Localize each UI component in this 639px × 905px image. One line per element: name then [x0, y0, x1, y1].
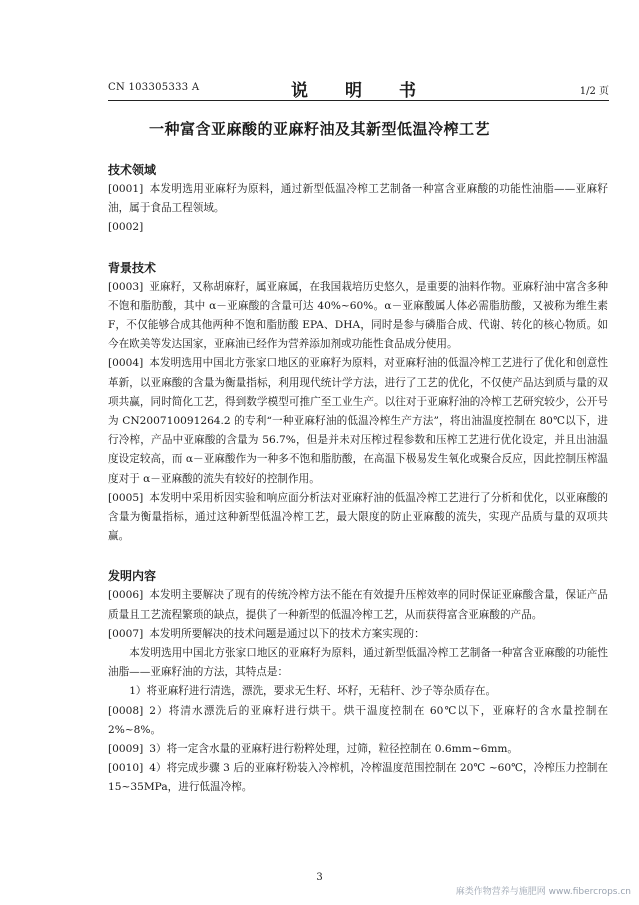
paragraph-number: [0004] [108, 357, 144, 370]
paragraph-number: [0008] [108, 704, 144, 717]
paragraph-0003 [108, 278, 608, 355]
header-divider [108, 100, 609, 101]
paragraph-number: [0002] [108, 221, 144, 234]
step-1: 1）将亚麻籽进行清选，漂洗，要求无生籽、坏籽，无秸秆、沙子等杂质存在。 [129, 685, 497, 698]
section-heading-invention: 发明内容 [108, 569, 157, 584]
paragraph-0005 [108, 489, 608, 547]
document-title: 一种富含亚麻酸的亚麻籽油及其新型低温冷榨工艺 [148, 120, 490, 138]
paragraph-text: 本发明选用亚麻籽为原料，通过新型低温冷榨工艺制备一种富含亚麻酸的功能性油脂——亚麻籽油，属于食品工程领域。 [108, 183, 608, 215]
paragraph-text: 本发明选用中国北方张家口地区的亚麻籽为原料，对亚麻籽油的低温冷榨工艺进行了优化和创意性革新，以亚麻酸的含量为衡量指标，利用现代统计学方法，进行了工艺的优化，不仅使产品达到质与量的双项共赢，同时简化工艺，得到数学模型可推广至工业生产。以往对于亚麻籽油的冷榨工艺研究较少，公开号为 CN200710091264.2 的专利“一种亚麻籽油的低温冷榨生产方法”，将出油温度控制在 80℃以下，进行冷榨，产品中亚麻酸的含量为 56.7%，但是并未对压榨过程参数和压榨工艺进行优化设定，并且出油温度设定较高，而 α－亚麻酸作为一种多不饱和脂肪酸，在高温下极易发生氧化或聚合反应，因此控制压榨温度对于 α－亚麻酸的流失有较好的控制作用。 [108, 357, 608, 485]
paragraph-number: [0007] [108, 627, 144, 640]
paragraph-0002 [108, 218, 608, 237]
paragraph-0006 [108, 586, 608, 624]
page-indicator: 1/2 页 [579, 86, 609, 97]
paragraph-0007 [108, 625, 608, 644]
page-header [108, 76, 609, 101]
paragraph-text: 本发明中采用析因实验和响应面分析法对亚麻籽油的低温冷榨工艺进行了分析和优化，以亚麻酸的含量为衡量指标，通过这种新型低温冷榨工艺，最大限度的防止亚麻酸的流失，实现产品质与量的双项共赢。 [108, 491, 608, 543]
paragraph-0010 [108, 759, 608, 797]
document-body [108, 160, 608, 798]
patent-number: CN 103305333 A [108, 82, 200, 93]
paragraph-text: 2）将清水漂洗后的亚麻籽进行烘干。烘干温度控制在 60℃以下，亚麻籽的含水量控制在 2%~8%。 [108, 704, 608, 736]
paragraph-text: 3）将一定含水量的亚麻籽进行粉粹处理，过筛，粒径控制在 0.6mm~6mm。 [149, 743, 519, 756]
paragraph-number: [0006] [108, 589, 144, 602]
paragraph-number: [0005] [108, 491, 144, 504]
paragraph-number: [0010] [108, 762, 144, 775]
page-number: 3 [316, 872, 323, 883]
paragraph-0004 [108, 354, 608, 488]
paragraph-0008 [108, 702, 608, 740]
paragraph-text: 4）将完成步骤 3 后的亚麻籽粉装入冷榨机，冷榨温度范围控制在 20℃ ~60℃，冷榨压力控制在 15~35MPa，进行低温冷榨。 [108, 762, 608, 794]
paragraph-text: 本发明主要解决了现有的传统冷榨方法不能在有效提升压榨效率的同时保证亚麻酸含量，保证产品质量且工艺流程繁琐的缺点，提供了一种新型的低温冷榨工艺，从而获得富含亚麻酸的产品。 [108, 589, 608, 621]
paragraph-0009 [108, 740, 608, 759]
document-type-heading: 说 明 书 [291, 81, 426, 101]
paragraph-0001 [108, 180, 608, 218]
paragraph-number: [0003] [108, 280, 144, 293]
paragraph-number: [0009] [108, 743, 144, 756]
watermark: 麻类作物营养与施肥网 www.fibercrops.cn [455, 887, 631, 897]
paragraph-0007-continued: 本发明选用中国北方张家口地区的亚麻籽为原料，通过新型低温冷榨工艺制备一种富含亚麻酸的功能性油脂——亚麻籽油的方法，其特点是： [108, 647, 608, 679]
paragraph-number: [0001] [108, 183, 144, 195]
paragraph-text: 亚麻籽，又称胡麻籽，属亚麻属，在我国栽培历史悠久，是重要的油料作物。亚麻籽油中富含多种不饱和脂肪酸，其中 α－亚麻酸的含量可达 40%~60%。α－亚麻酸属人体必需脂肪酸，又被称为维生素 F，不仅能够合成其他两种不饱和脂肪酸 EPA、DHA，同时是参与磷脂合成、代谢、转化的核心物质。如今在欧美等发达国家，亚麻油已经作为营养添加剂或功能性食品成分使用。 [108, 280, 608, 351]
paragraph-text: 本发明所要解决的技术问题是通过以下的技术方案实现的： [149, 627, 425, 640]
section-heading-background: 背景技术 [108, 260, 157, 275]
section-heading-tech-field: 技术领域 [108, 163, 157, 177]
